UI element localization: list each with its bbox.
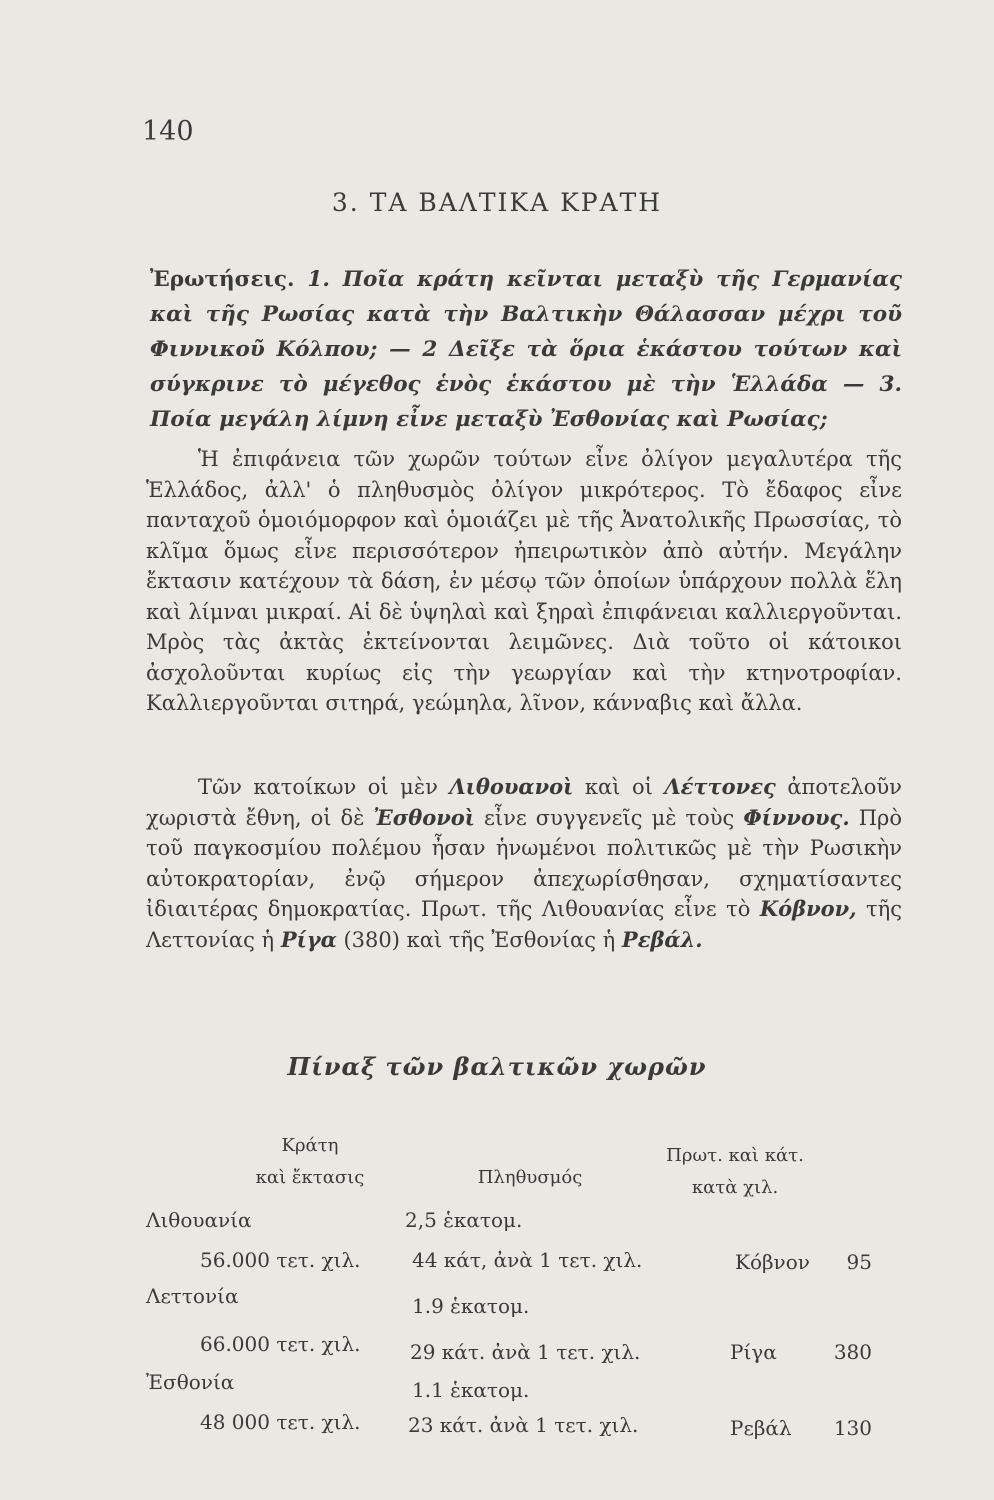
header-line: Κράτη [281, 1135, 339, 1156]
p2-name-finns: Φίννους. [743, 804, 850, 830]
header-line: Πρωτ. καὶ κάτ. [666, 1145, 804, 1166]
p2-text: (380) καὶ τῆς Ἐσθονίας ἡ [343, 927, 616, 952]
table-header-population: Πληθυσμός [477, 1167, 583, 1188]
table-row-area: 48 000 τετ. χιλ. [200, 1410, 361, 1434]
table-row-population: 2,5 ἑκατομ. [405, 1208, 523, 1232]
table-row-density: 23 κάτ. ἀνὰ 1 τετ. χιλ. [408, 1413, 639, 1437]
table-row-capital-pop: 130 [833, 1416, 872, 1440]
questions-label: Ἐρωτήσεις. [150, 267, 295, 292]
p2-name-kovno: Κόβνον, [759, 896, 857, 921]
p2-name-latvians: Λέττονες [664, 774, 776, 799]
table-header-state [230, 1130, 390, 1194]
header-line: κατὰ χιλ. [691, 1177, 779, 1198]
table-row-capital: Κόβνον [735, 1250, 810, 1274]
table-row-density: 29 κάτ. ἀνὰ 1 τετ. χιλ. [410, 1340, 641, 1364]
table-row-density: 44 κάτ, ἀνὰ 1 τετ. χιλ. [412, 1248, 643, 1272]
table-row-state: Λιθουανία [146, 1208, 252, 1232]
p2-text: ἀποτελοῦν χωριστὰ ἔθνη, οἱ δὲ [146, 775, 902, 830]
p2-name-lithuanians: Λιθουανοὶ [449, 774, 574, 799]
paragraph-1 [146, 444, 902, 719]
questions-text: 1. Ποῖα κράτη κεῖνται μεταξὺ τῆς Γερμανίας καὶ τῆς Ρωσίας κατὰ τὴν Βαλτικὴν Θάλασσαν μέχρι τοῦ Φιννικοῦ Κόλπου; — 2 Δεῖξε τὰ ὅρια ἑκάστου τούτων καὶ σύγκρινε τὸ μέγεθος ἑνὸς ἑκάστου μὲ τὴν Ἑλλάδα — 3. Ποία μεγάλη λίμνη εἶνε μεταξὺ Ἐσθονίας καὶ Ρωσίας; [150, 267, 902, 432]
p2-text: καὶ οἱ [584, 775, 653, 799]
p2-text: Τῶν κατοίκων οἱ μὲν [198, 775, 438, 799]
p2-name-reval: Ρεβάλ. [621, 926, 703, 952]
p2-name-riga: Ρίγα [280, 926, 337, 952]
table-row-population: 1.9 ἑκατομ. [412, 1294, 530, 1318]
table-row-state: Λεττονία [146, 1284, 239, 1308]
header-line: καὶ ἔκτασις [255, 1167, 365, 1188]
table-row-area: 56.000 τετ. χιλ. [200, 1248, 361, 1272]
table-title: Πίναξ τῶν βαλτικῶν χωρῶν [287, 1052, 707, 1081]
paragraph-1-text: Ἡ ἐπιφάνεια τῶν χωρῶν τούτων εἶνε ὀλίγον μεγαλυτέρα τῆς Ἑλλάδος, ἀλλ' ὁ πληθυσμὸς ὀλίγον μικρότερος. Τὸ ἔδαφος εἶνε πανταχοῦ ὁμοιόμορφον καὶ ὁμοιάζει μὲ τῆς Ἀνατολικῆς Πρωσσίας, τὸ κλῖμα ὅμως εἶνε περισσότερον ἠπειρωτικὸν ἀπὸ αὐτήν. Μεγάλην ἔκτασιν κατέχουν τὰ δάση, ἐν μέσῳ τῶν ὁποίων ὑπάρχουν πολλὰ ἕλη καὶ λίμναι μικραί. Αἱ δὲ ὑψηλαὶ καὶ ξηραὶ ἐπιφάνειαι καλλιεργοῦνται. Μρὸς τὰς ἀκτὰς ἐκτείνονται λειμῶνες. Διὰ τοῦτο οἱ κάτοικοι ἀσχολοῦνται κυρίως εἰς τὴν γεωργίαν καὶ τὴν κτηνοτροφίαν. Καλλιεργοῦνται σιτηρά, γεώμηλα, λῖνον, κάνναβις καὶ ἄλλα. [146, 447, 902, 715]
questions-block [150, 262, 902, 437]
paragraph-2 [146, 772, 902, 955]
table-row-area: 66.000 τετ. χιλ. [200, 1332, 361, 1356]
p2-text: τῆς Λεττονίας ἡ [146, 897, 902, 952]
page-number: 140 [142, 116, 194, 147]
section-title: 3. ΤΑ ΒΑΛΤΙΚΑ ΚΡΑΤΗ [331, 188, 663, 217]
p2-name-estonians: Ἐσθονοὶ [373, 804, 475, 830]
table-row-state: Ἐσθονία [146, 1370, 235, 1394]
p2-text: Πρὸ τοῦ παγκοσμίου πολέμου ἦσαν ἡνωμένοι πολιτικῶς μὲ τὴν Ρωσικὴν αὐτοκρατορίαν, ἐνῷ σήμερον ἀπεχωρίσθησαν, σχηματίσαντες ἰδιαιτέρας δημοκρατίας. Πρωτ. τῆς Λιθουανίας εἶνε τὸ [146, 805, 902, 921]
table-row-capital-pop: 95 [846, 1250, 872, 1274]
table-header-capital [640, 1140, 830, 1204]
table-row-capital: Ρεβάλ [730, 1416, 792, 1440]
table-row-capital: Ρίγα [730, 1340, 777, 1364]
table-row-capital-pop: 380 [833, 1340, 872, 1364]
p2-text: εἶνε συγγενεῖς μὲ τοὺς [484, 805, 735, 830]
table-row-population: 1.1 ἑκατομ. [412, 1378, 530, 1402]
